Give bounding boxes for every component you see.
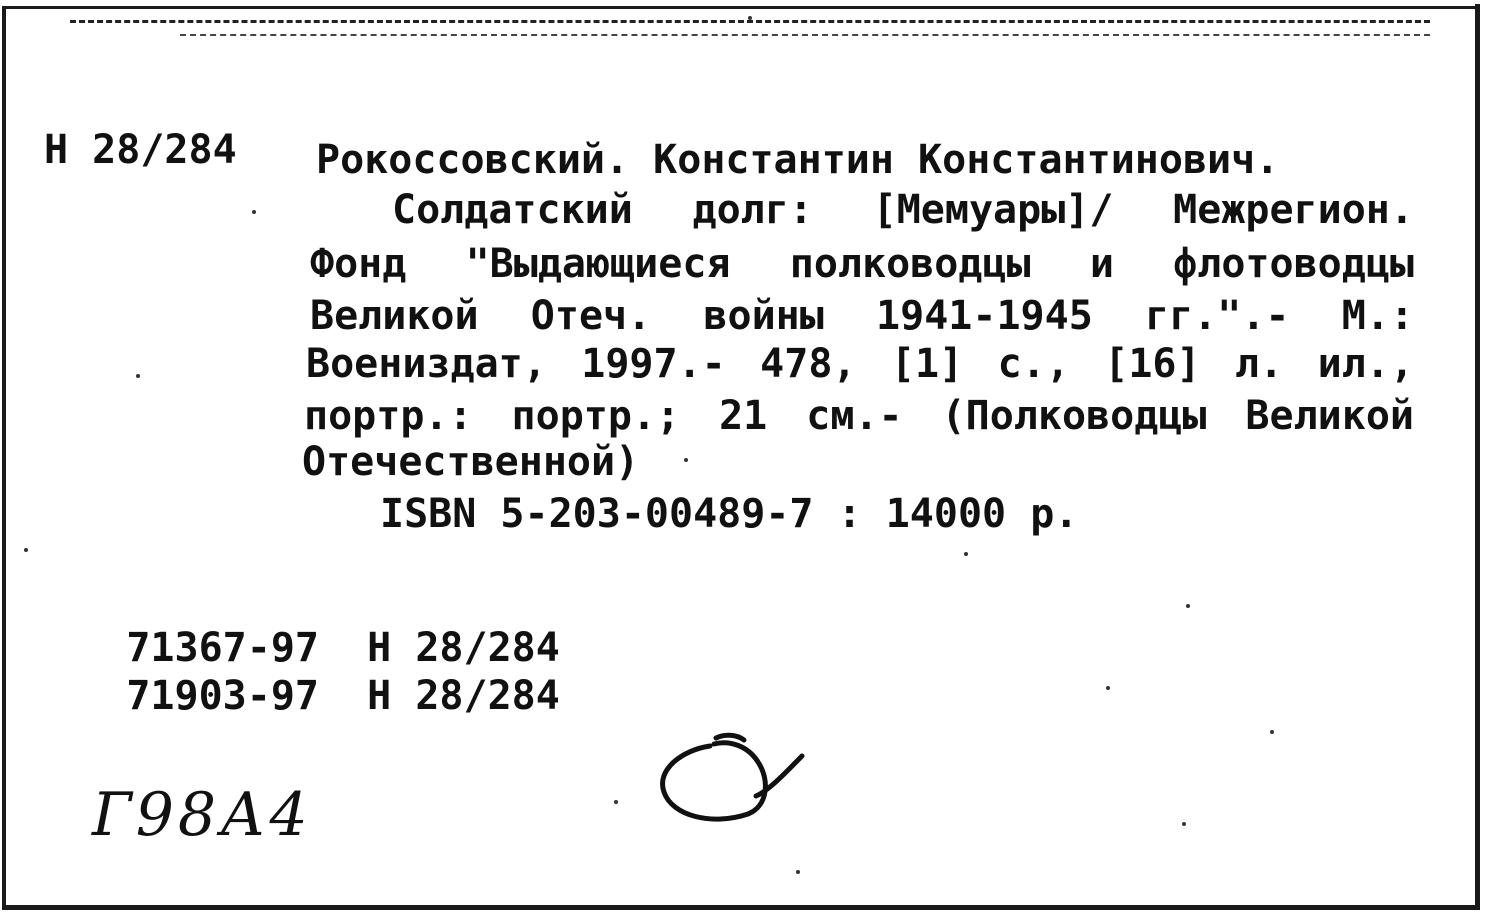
inventory-shelfmark: Н 28/284 bbox=[367, 625, 560, 671]
inventory-number: 71367-97 bbox=[126, 625, 319, 671]
description-word: (Полководцы bbox=[941, 393, 1207, 439]
inventory-shelfmark: Н 28/284 bbox=[367, 673, 560, 719]
description-line-1 bbox=[392, 186, 1414, 234]
description-word: полководцы bbox=[789, 241, 1031, 287]
card-top-edge bbox=[2, 6, 1480, 9]
description-word: Великой bbox=[310, 293, 479, 339]
description-word: флотоводцы bbox=[1173, 241, 1414, 287]
inventory-number: 71903-97 bbox=[126, 673, 319, 719]
isbn-price-line: ISBN 5-203-00489-7 : 14000 р. bbox=[380, 491, 1079, 537]
author-heading: Рокоссовский. Константин Константинович. bbox=[316, 137, 1280, 183]
card-right-edge bbox=[1475, 4, 1480, 910]
description-word: М.: bbox=[1341, 293, 1414, 339]
card-bottom-edge bbox=[2, 905, 1480, 910]
top-scan-dashes bbox=[70, 20, 1430, 23]
description-word: 21 bbox=[719, 393, 768, 439]
description-word: и bbox=[1089, 241, 1114, 287]
handwritten-note: Г98А4 bbox=[92, 780, 312, 850]
description-word: 1941-1945 bbox=[876, 293, 1093, 339]
description-word: Солдатский bbox=[392, 187, 633, 233]
description-word: портр.; bbox=[511, 393, 681, 439]
card-left-edge bbox=[2, 6, 6, 910]
description-word: "Выдающиеся bbox=[465, 241, 731, 287]
description-word: войны bbox=[703, 293, 824, 339]
description-word: гг.".- bbox=[1144, 293, 1290, 339]
description-word: Отеч. bbox=[530, 293, 652, 339]
shelfmark-top: Н 28/284 bbox=[44, 127, 237, 173]
description-word: Воениздат, bbox=[306, 341, 547, 387]
inventory-row-2 bbox=[30, 624, 560, 768]
description-word: л. bbox=[1235, 341, 1284, 387]
description-line-6: Отечественной) bbox=[302, 439, 640, 485]
description-word: 478, bbox=[760, 341, 857, 387]
description-word: Фонд bbox=[310, 241, 407, 287]
description-word: 1997.- bbox=[581, 341, 726, 387]
description-line-2 bbox=[310, 240, 1414, 288]
description-word: см.- bbox=[806, 393, 903, 439]
description-word: [Мемуары]/ bbox=[872, 187, 1114, 233]
description-word: [16] bbox=[1104, 341, 1201, 387]
description-word: портр.: bbox=[304, 393, 473, 439]
description-line-4 bbox=[306, 340, 1414, 388]
circle-stamp-icon bbox=[652, 730, 812, 830]
description-word: Межрегион. bbox=[1173, 187, 1414, 233]
top-scan-dashes-secondary bbox=[180, 34, 1430, 36]
description-word: [1] bbox=[890, 341, 964, 387]
description-word: долг: bbox=[692, 187, 813, 233]
description-line-3 bbox=[310, 292, 1414, 340]
description-line-5 bbox=[304, 392, 1414, 440]
description-word: с., bbox=[997, 341, 1070, 387]
description-word: ил., bbox=[1317, 341, 1414, 387]
description-word: Великой bbox=[1245, 393, 1414, 439]
